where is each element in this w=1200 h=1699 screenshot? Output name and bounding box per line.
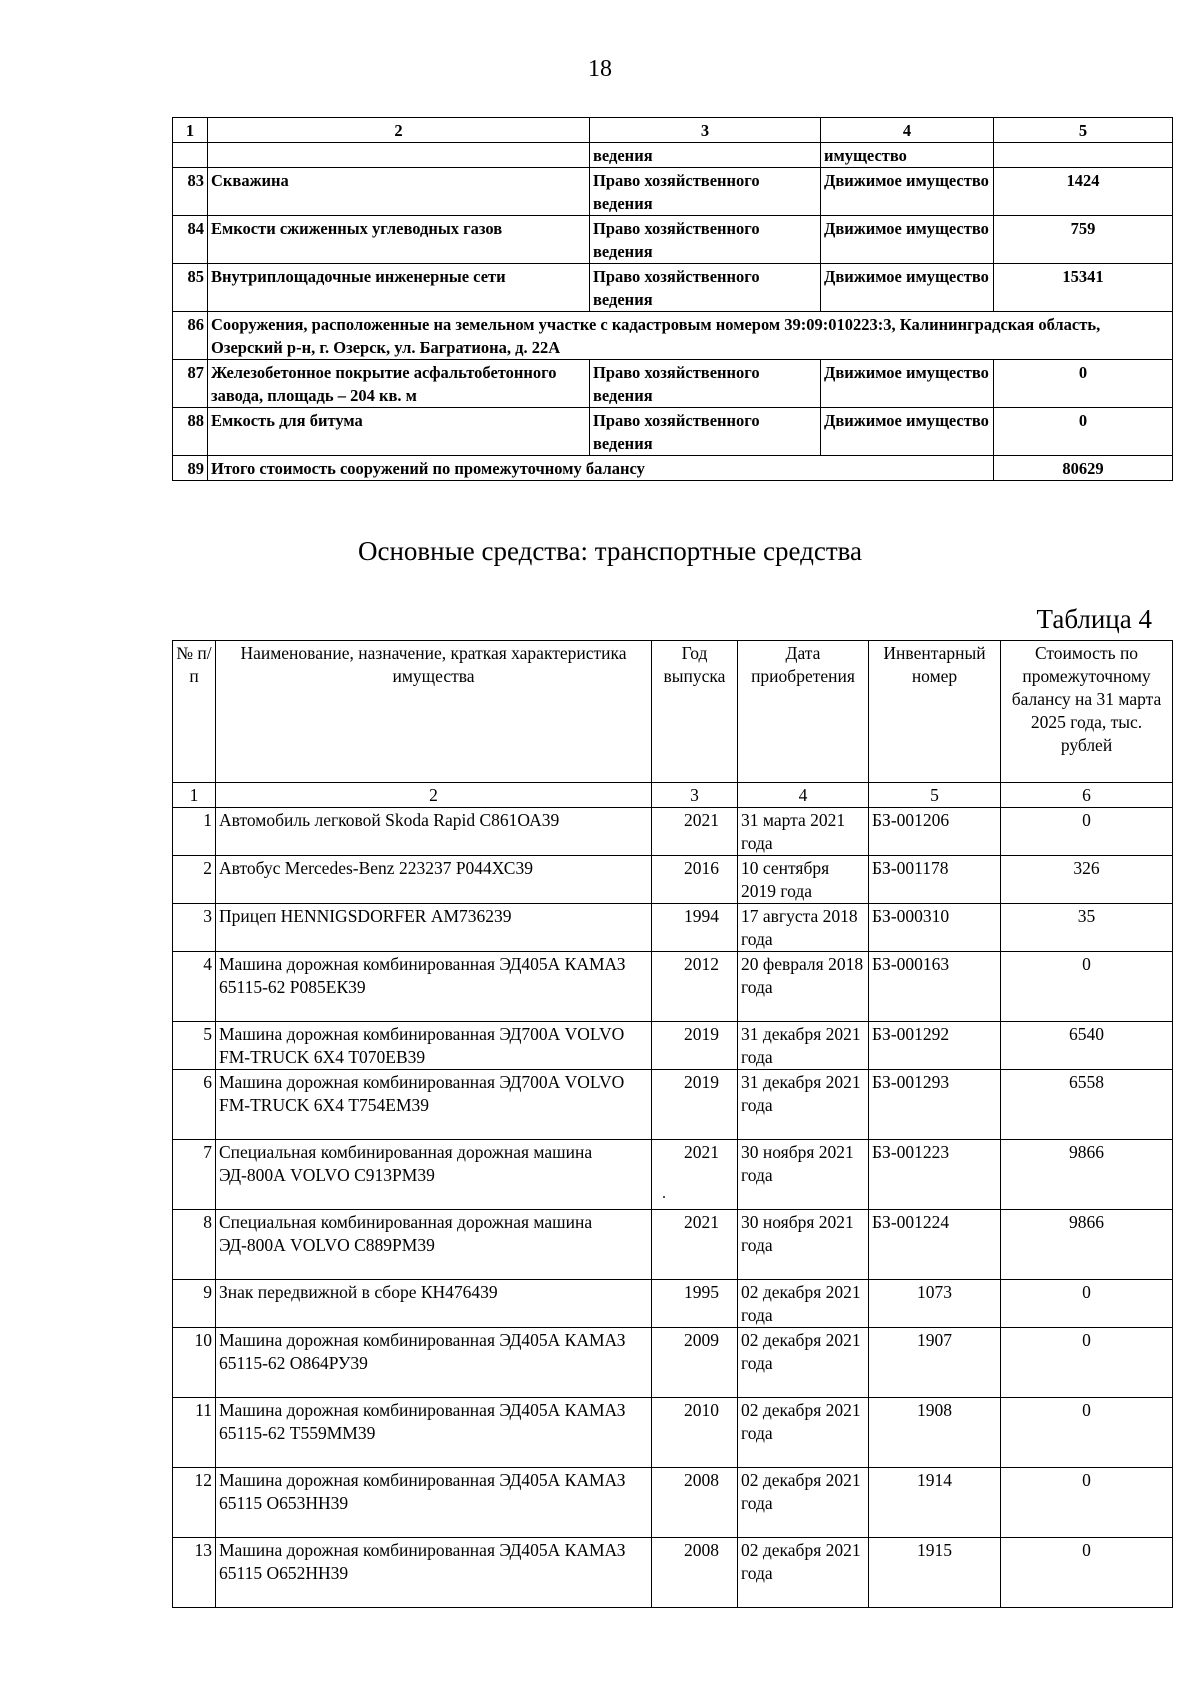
item-value: 15341 — [994, 264, 1173, 312]
table-row — [173, 1468, 1173, 1538]
inventory-number: БЗ-001206 — [869, 808, 1001, 856]
acquisition-date: 20 февраля 2018 года — [738, 952, 869, 1022]
vehicle-year: 1994 — [652, 904, 738, 952]
vehicle-year: 2021 — [652, 808, 738, 856]
item-value: 0 — [994, 360, 1173, 408]
acquisition-date: 30 ноября 2021 года — [738, 1140, 869, 1210]
inventory-number: БЗ-000163 — [869, 952, 1001, 1022]
col-num: 1 — [173, 118, 208, 143]
property-type: Движимое имущество — [821, 168, 994, 216]
vehicle-name: Машина дорожная комбинированная ЭД405А КАМАЗ 65115-62 Т559ММ39 — [216, 1398, 652, 1468]
vehicle-cost: 0 — [1001, 1538, 1173, 1608]
vehicle-year: 2012 — [652, 952, 738, 1022]
table-row — [173, 1398, 1173, 1468]
item-name: Скважина — [208, 168, 590, 216]
col-num: 2 — [208, 118, 590, 143]
inventory-number: БЗ-001292 — [869, 1022, 1001, 1070]
item-value — [994, 143, 1173, 168]
vehicle-name: Прицеп HENNIGSDORFER АМ736239 — [216, 904, 652, 952]
ownership-right: Право хозяйственного ведения — [590, 408, 821, 456]
vehicle-name: Машина дорожная комбинированная ЭД405А КАМАЗ 65115 О652НН39 — [216, 1538, 652, 1608]
item-value: 1424 — [994, 168, 1173, 216]
inventory-number: БЗ-001224 — [869, 1210, 1001, 1280]
col-num: 6 — [1001, 783, 1173, 808]
vehicle-cost: 35 — [1001, 904, 1173, 952]
vehicle-year: 2008 — [652, 1468, 738, 1538]
acquisition-date: 02 декабря 2021 года — [738, 1398, 869, 1468]
row-number: 12 — [173, 1468, 216, 1538]
table-row — [173, 856, 1173, 904]
row-number: 6 — [173, 1070, 216, 1140]
table-row — [173, 1070, 1173, 1140]
vehicle-rows — [173, 808, 1173, 1608]
row-number: 87 — [173, 360, 208, 408]
acquisition-date: 02 декабря 2021 года — [738, 1538, 869, 1608]
ownership-right: Право хозяйственного ведения — [590, 216, 821, 264]
ownership-right: Право хозяйственного ведения — [590, 264, 821, 312]
vehicle-name: Машина дорожная комбинированная ЭД405А КАМАЗ 65115-62 Р085ЕК39 — [216, 952, 652, 1022]
table-row — [173, 143, 1173, 168]
vehicle-year: 2021 — [652, 1140, 738, 1210]
col-num: 1 — [173, 783, 216, 808]
property-type: Движимое имущество — [821, 264, 994, 312]
inventory-number: БЗ-001223 — [869, 1140, 1001, 1210]
ownership-right: Право хозяйственного ведения — [590, 360, 821, 408]
acquisition-date: 30 ноября 2021 года — [738, 1210, 869, 1280]
vehicle-name: Автомобиль легковой Skoda Rapid С861ОА39 — [216, 808, 652, 856]
item-name: Емкости сжиженных углеводных газов — [208, 216, 590, 264]
header-cost: Стоимость по промежуточному балансу на 31 марта 2025 года, тыс. рублей — [1001, 641, 1173, 783]
table-row — [173, 904, 1173, 952]
acquisition-date: 02 декабря 2021 года — [738, 1280, 869, 1328]
vehicle-cost: 0 — [1001, 1280, 1173, 1328]
vehicle-cost: 0 — [1001, 1398, 1173, 1468]
column-number-row — [173, 783, 1173, 808]
property-type: Движимое имущество — [821, 216, 994, 264]
item-name — [208, 143, 590, 168]
vehicle-cost: 6540 — [1001, 1022, 1173, 1070]
vehicle-name: Знак передвижной в сборе КН476439 — [216, 1280, 652, 1328]
vehicle-name: Автобус Mercedes-Benz 223237 Р044ХС39 — [216, 856, 652, 904]
inventory-number: БЗ-001178 — [869, 856, 1001, 904]
ownership-right: ведения — [590, 143, 821, 168]
vehicle-cost: 326 — [1001, 856, 1173, 904]
vehicle-name: Специальная комбинированная дорожная машина ЭД-800А VOLVO С889РМ39 — [216, 1210, 652, 1280]
vehicle-name: Машина дорожная комбинированная ЭД405А КАМАЗ 65115-62 О864РУ39 — [216, 1328, 652, 1398]
stray-mark — [663, 1196, 665, 1198]
header-year: Год выпуска — [652, 641, 738, 783]
vehicle-cost: 0 — [1001, 952, 1173, 1022]
table-row — [173, 952, 1173, 1022]
property-type: имущество — [821, 143, 994, 168]
row-number: 1 — [173, 808, 216, 856]
vehicle-year: 2009 — [652, 1328, 738, 1398]
total-value: 80629 — [994, 456, 1173, 481]
page-number: 18 — [588, 56, 612, 82]
vehicle-name: Специальная комбинированная дорожная машина ЭД-800А VOLVO С913РМ39 — [216, 1140, 652, 1210]
table-row — [173, 1328, 1173, 1398]
acquisition-date: 10 сентября 2019 года — [738, 856, 869, 904]
header-row — [173, 641, 1173, 783]
header-num: № п/п — [173, 641, 216, 783]
vehicle-cost: 0 — [1001, 1328, 1173, 1398]
property-type: Движимое имущество — [821, 360, 994, 408]
inventory-number: 1073 — [869, 1280, 1001, 1328]
row-number — [173, 143, 208, 168]
acquisition-date: 31 марта 2021 года — [738, 808, 869, 856]
table-row — [173, 216, 1173, 264]
table-row — [173, 360, 1173, 408]
table-row — [173, 1022, 1173, 1070]
row-number: 84 — [173, 216, 208, 264]
vehicle-cost: 6558 — [1001, 1070, 1173, 1140]
vehicle-year: 2019 — [652, 1022, 738, 1070]
vehicle-cost: 0 — [1001, 1468, 1173, 1538]
acquisition-date: 02 декабря 2021 года — [738, 1328, 869, 1398]
table-row — [173, 264, 1173, 312]
item-value: 0 — [994, 408, 1173, 456]
vehicle-year: 2019 — [652, 1070, 738, 1140]
vehicle-year: 1995 — [652, 1280, 738, 1328]
col-num: 4 — [738, 783, 869, 808]
table-row — [173, 1280, 1173, 1328]
header-date: Дата приобретения — [738, 641, 869, 783]
col-num: 4 — [821, 118, 994, 143]
property-type: Движимое имущество — [821, 408, 994, 456]
table-row — [173, 408, 1173, 456]
vehicle-year: 2008 — [652, 1538, 738, 1608]
vehicle-name: Машина дорожная комбинированная ЭД700А VOLVO FM-TRUCK 6X4 Т754ЕМ39 — [216, 1070, 652, 1140]
table-row — [173, 808, 1173, 856]
merged-description: Сооружения, расположенные на земельном участке с кадастровым номером 39:09:010223:3, Калининградская область, Озерский р-н, г. Озерск, ул. Багратиона, д. 22А — [208, 312, 1173, 360]
item-name: Емкость для битума — [208, 408, 590, 456]
item-name: Железобетонное покрытие асфальтобетонного завода, площадь – 204 кв. м — [208, 360, 590, 408]
col-num: 5 — [994, 118, 1173, 143]
vehicle-cost: 9866 — [1001, 1140, 1173, 1210]
header-inventory: Инвентарный номер — [869, 641, 1001, 783]
table-row — [173, 1140, 1173, 1210]
structures-table — [172, 117, 1173, 481]
acquisition-date: 17 августа 2018 года — [738, 904, 869, 952]
vehicle-name: Машина дорожная комбинированная ЭД405А КАМАЗ 65115 О653НН39 — [216, 1468, 652, 1538]
vehicle-year: 2016 — [652, 856, 738, 904]
row-number: 4 — [173, 952, 216, 1022]
row-number: 89 — [173, 456, 208, 481]
vehicle-year: 2010 — [652, 1398, 738, 1468]
vehicle-cost: 0 — [1001, 808, 1173, 856]
section-title: Основные средства: транспортные средства — [357, 536, 863, 566]
acquisition-date: 31 декабря 2021 года — [738, 1070, 869, 1140]
row-number: 2 — [173, 856, 216, 904]
inventory-number: БЗ-001293 — [869, 1070, 1001, 1140]
total-row — [173, 456, 1173, 481]
inventory-number: БЗ-000310 — [869, 904, 1001, 952]
row-number: 83 — [173, 168, 208, 216]
inventory-number: 1915 — [869, 1538, 1001, 1608]
row-number: 7 — [173, 1140, 216, 1210]
row-number: 8 — [173, 1210, 216, 1280]
vehicle-cost: 9866 — [1001, 1210, 1173, 1280]
inventory-number: 1908 — [869, 1398, 1001, 1468]
header-name: Наименование, назначение, краткая характеристика имущества — [216, 641, 652, 783]
row-number: 3 — [173, 904, 216, 952]
table-label: Таблица 4 — [1036, 604, 1152, 634]
vehicle-name: Машина дорожная комбинированная ЭД700А VOLVO FM-TRUCK 6X4 Т070ЕВ39 — [216, 1022, 652, 1070]
acquisition-date: 31 декабря 2021 года — [738, 1022, 869, 1070]
row-number: 9 — [173, 1280, 216, 1328]
col-num: 3 — [590, 118, 821, 143]
inventory-number: 1907 — [869, 1328, 1001, 1398]
ownership-right: Право хозяйственного ведения — [590, 168, 821, 216]
row-number: 11 — [173, 1398, 216, 1468]
table-row — [173, 168, 1173, 216]
item-name: Внутриплощадочные инженерные сети — [208, 264, 590, 312]
total-label: Итого стоимость сооружений по промежуточному балансу — [208, 456, 994, 481]
col-num: 5 — [869, 783, 1001, 808]
row-number: 13 — [173, 1538, 216, 1608]
row-number: 85 — [173, 264, 208, 312]
row-number: 86 — [173, 312, 208, 360]
inventory-number: 1914 — [869, 1468, 1001, 1538]
col-num: 3 — [652, 783, 738, 808]
row-number: 5 — [173, 1022, 216, 1070]
col-num: 2 — [216, 783, 652, 808]
vehicle-year: 2021 — [652, 1210, 738, 1280]
vehicles-table — [172, 640, 1173, 1608]
table-row-merged — [173, 312, 1173, 360]
acquisition-date: 02 декабря 2021 года — [738, 1468, 869, 1538]
column-number-row — [173, 118, 1173, 143]
table-row — [173, 1210, 1173, 1280]
row-number: 88 — [173, 408, 208, 456]
row-number: 10 — [173, 1328, 216, 1398]
item-value: 759 — [994, 216, 1173, 264]
table-row — [173, 1538, 1173, 1608]
